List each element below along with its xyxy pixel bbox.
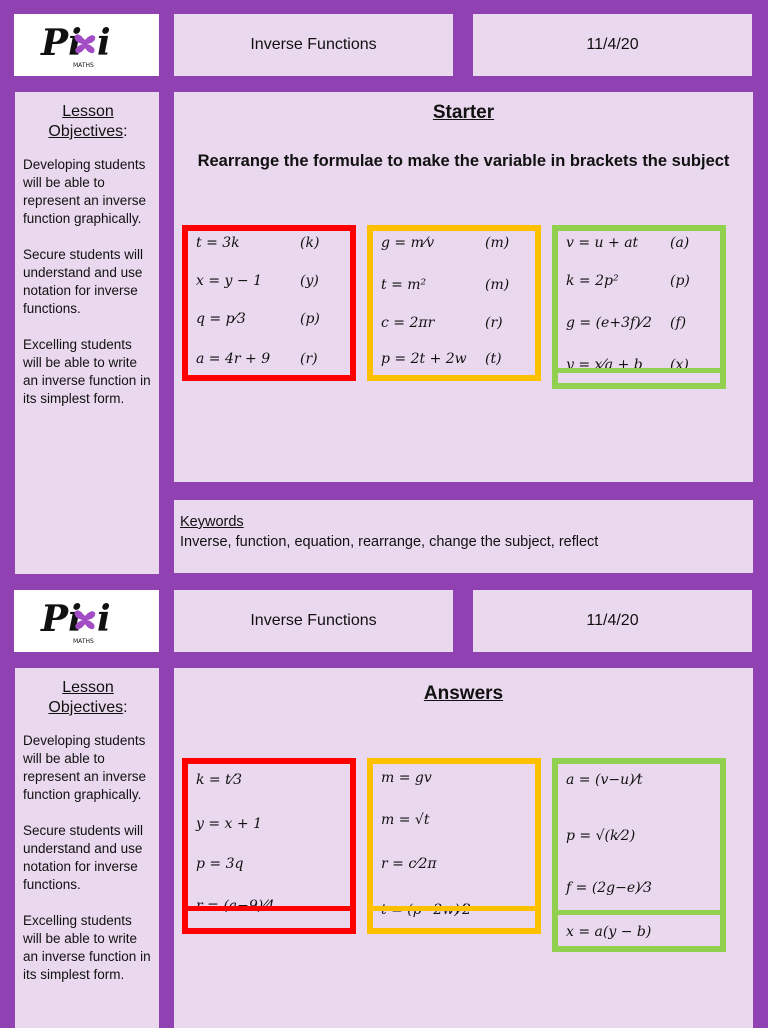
- objectives-title: Lesson Objectives:: [48, 103, 128, 140]
- pixi-maths-logo: [14, 14, 159, 76]
- box-divider: [367, 906, 541, 911]
- objective-excelling: Excelling students will be able to write an inverse function in its simplest form.: [23, 337, 151, 406]
- lesson-date: 11/4/20: [586, 612, 639, 629]
- lesson-title: Inverse Functions: [250, 36, 377, 53]
- formula-row: a = 4r + 9 (r): [196, 351, 318, 367]
- formula-row: p = √(k⁄2): [566, 828, 636, 844]
- box-divider: [182, 906, 356, 911]
- starter-heading: Starter: [432, 102, 495, 123]
- formula-row: r = c⁄2π: [381, 856, 437, 872]
- starter-panel: [174, 92, 753, 482]
- svg-text:MATHS: MATHS: [72, 638, 94, 645]
- formula-row: t = (p−2w)⁄2: [381, 902, 472, 918]
- formula-row: y = x⁄a + b (x): [566, 357, 689, 373]
- formula-row: k = 2p² (p): [566, 273, 690, 289]
- header-title: [174, 590, 453, 652]
- svg-text:i: i: [96, 598, 111, 640]
- svg-text:MATHS: MATHS: [72, 62, 94, 69]
- formula-row: a = (v−u)⁄t: [566, 772, 643, 788]
- starter-prompt: Rearrange the formulae to make the variable in brackets the subject: [197, 152, 730, 170]
- lesson-title: Inverse Functions: [250, 612, 377, 629]
- formula-row: q = p⁄3 (p): [196, 311, 320, 327]
- formula-row: t = m² (m): [381, 277, 510, 293]
- lesson-objectives-panel: [15, 668, 159, 1028]
- formula-row: p = 2t + 2w (t): [381, 351, 502, 367]
- box-divider: [552, 368, 726, 373]
- objective-developing: Developing students will be able to represent an inverse function graphically.: [23, 733, 147, 802]
- svg-text:Pi: Pi: [40, 22, 82, 64]
- pixi-logo-icon: [39, 20, 135, 70]
- formula-row: v = u + at (a): [566, 235, 690, 251]
- keywords-label: Keywords: [180, 514, 244, 530]
- starter-box-red: [182, 225, 356, 381]
- formula-row: t = 3k (k): [196, 235, 320, 251]
- formula-row: r = (a−9)⁄4: [196, 898, 275, 914]
- answers-panel: [174, 668, 753, 1028]
- formula-row: p = 3q: [196, 856, 244, 872]
- svg-text:i: i: [96, 22, 111, 64]
- pixi-logo-icon: [39, 596, 135, 646]
- formula-row: c = 2πr (r): [381, 315, 503, 331]
- answers-heading: Answers: [423, 683, 504, 704]
- starter-box-green: [552, 225, 726, 389]
- formula-row: g = (e+3f)⁄2 (f): [566, 315, 687, 331]
- lesson-objectives-panel: [15, 92, 159, 574]
- header-date: [473, 14, 752, 76]
- formula-row: m = √t: [381, 812, 430, 828]
- objective-secure: Secure students will understand and use notation for inverse functions.: [23, 247, 144, 316]
- objectives-title: Lesson Objectives:: [48, 679, 128, 716]
- box-divider: [552, 910, 726, 915]
- svg-text:Pi: Pi: [40, 598, 82, 640]
- formula-row: x = y − 1 (y): [196, 273, 319, 289]
- starter-box-yellow: [367, 225, 541, 381]
- objective-excelling: Excelling students will be able to write an inverse function in its simplest form.: [23, 913, 151, 982]
- header-date: [473, 590, 752, 652]
- formula-row: x = a(y − b): [566, 924, 652, 940]
- lesson-date: 11/4/20: [586, 36, 639, 53]
- answers-box-yellow: [367, 758, 541, 934]
- formula-row: f = (2g−e)⁄3: [566, 880, 652, 896]
- objective-developing: Developing students will be able to represent an inverse function graphically.: [23, 157, 147, 226]
- answers-box-red: [182, 758, 356, 934]
- keywords-panel: [174, 500, 753, 573]
- keywords-text: Inverse, function, equation, rearrange, change the subject, reflect: [180, 534, 599, 550]
- answers-box-green: [552, 758, 726, 952]
- header-title: [174, 14, 453, 76]
- formula-row: y = x + 1: [196, 816, 262, 832]
- formula-row: k = t⁄3: [196, 772, 242, 788]
- formula-row: g = m⁄v (m): [381, 235, 510, 251]
- formula-row: m = gv: [381, 770, 432, 786]
- pixi-maths-logo: [14, 590, 159, 652]
- objective-secure: Secure students will understand and use notation for inverse functions.: [23, 823, 144, 892]
